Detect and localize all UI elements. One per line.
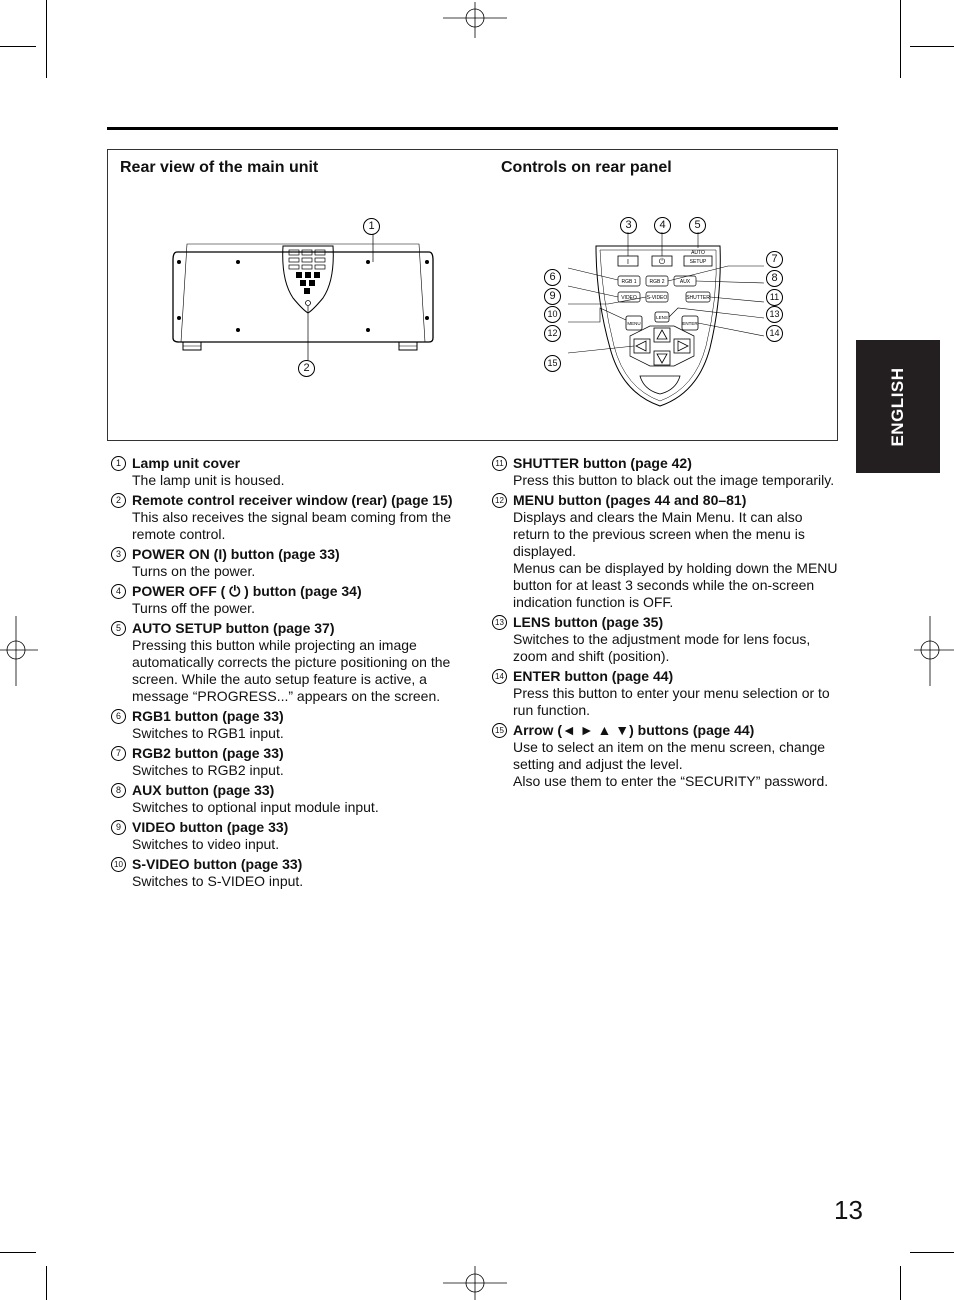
figure-title-controls: Controls on rear panel (501, 159, 672, 176)
item-number: 7 (111, 746, 126, 761)
rgb2-label: RGB 2 (649, 279, 665, 285)
list-item (489, 455, 841, 489)
item-description: Switches to video input. (132, 836, 280, 852)
crop-mark (900, 0, 901, 78)
callout-3: 3 (620, 217, 637, 234)
item-title: POWER OFF ( ⏻ ) button (page 34) (132, 583, 362, 599)
list-item (489, 668, 841, 719)
item-title: Arrow (◄ ► ▲ ▼) buttons (page 44) (513, 722, 755, 738)
language-tab (856, 340, 940, 473)
figure-title-rear-view: Rear view of the main unit (120, 159, 319, 176)
crop-mark (0, 46, 36, 47)
item-description: Pressing this button while projecting an image automatically corrects the picture positioning on the screen. While the auto setup feature is active, a message “PROGRESS...” appears on the screen. (132, 637, 451, 704)
registration-mark-left (0, 616, 40, 686)
item-title: ENTER button (page 44) (513, 668, 674, 684)
list-item (108, 708, 458, 742)
rear-view-illustration (163, 210, 448, 385)
list-item (489, 492, 841, 611)
item-number: 8 (111, 783, 126, 798)
item-number: 4 (111, 584, 126, 599)
svideo-label: S-VIDEO (646, 295, 668, 301)
power-on-label: I (627, 259, 629, 266)
auto-label: AUTO (691, 250, 705, 256)
callout-4: 4 (654, 217, 671, 234)
list-item (108, 745, 458, 779)
item-description: Switches to the adjustment mode for lens focus, zoom and shift (position). (513, 631, 811, 664)
item-number: 3 (111, 547, 126, 562)
rgb1-label: RGB 1 (621, 279, 637, 285)
item-number: 10 (111, 857, 126, 872)
list-item (108, 492, 458, 543)
crop-mark (46, 1266, 47, 1300)
item-number: 6 (111, 709, 126, 724)
list-item (108, 620, 458, 705)
item-description: Switches to RGB2 input. (132, 762, 284, 778)
item-description: Switches to RGB1 input. (132, 725, 284, 741)
callout-6: 6 (544, 269, 561, 286)
list-item (108, 455, 458, 489)
item-description: Press this button to black out the image temporarily. (513, 472, 835, 488)
header-rule (107, 127, 838, 130)
item-description: Switches to optional input module input. (132, 799, 379, 815)
video-label: VIDEO (621, 295, 637, 301)
item-title: VIDEO button (page 33) (132, 819, 289, 835)
callout-13: 13 (766, 306, 783, 323)
item-title: POWER ON (I) button (page 33) (132, 546, 340, 562)
list-item (108, 819, 458, 853)
item-number: 11 (492, 456, 507, 471)
item-title: MENU button (pages 44 and 80–81) (513, 492, 747, 508)
item-number: 2 (111, 493, 126, 508)
item-number: 5 (111, 621, 126, 636)
crop-mark (910, 1252, 954, 1253)
list-item (108, 583, 458, 617)
item-description: Switches to S-VIDEO input. (132, 873, 304, 889)
callout-7: 7 (766, 251, 783, 268)
menu-label: MENU (627, 321, 641, 326)
callout-2: 2 (298, 360, 315, 377)
shutter-label: SHUTTER (686, 295, 710, 301)
item-title: RGB1 button (page 33) (132, 708, 284, 724)
setup-label: SETUP (689, 259, 707, 265)
item-number: 14 (492, 669, 507, 684)
list-item (108, 546, 458, 580)
item-description: Turns off the power. (132, 600, 255, 616)
list-item (489, 722, 841, 790)
item-number: 13 (492, 615, 507, 630)
callout-8: 8 (766, 270, 783, 287)
enter-label: ENTER (682, 321, 698, 326)
right-item-list (489, 455, 841, 793)
left-item-list (108, 455, 458, 893)
callout-10: 10 (544, 306, 561, 323)
item-title: Lamp unit cover (132, 455, 241, 471)
item-description-extra: Also use them to enter the “SECURITY” password. (513, 773, 829, 789)
registration-mark-top (443, 2, 507, 42)
power-off-icon: ⏻ (658, 257, 666, 266)
callout-14: 14 (766, 325, 783, 342)
item-title: AUTO SETUP button (page 37) (132, 620, 335, 636)
callout-12: 12 (544, 325, 561, 342)
crop-mark (0, 1252, 36, 1253)
lens-label: LENS (656, 315, 668, 320)
item-title: RGB2 button (page 33) (132, 745, 284, 761)
callout-15: 15 (544, 355, 561, 372)
item-number: 1 (111, 456, 126, 471)
callout-1: 1 (363, 218, 380, 235)
item-number: 15 (492, 723, 507, 738)
item-description: Displays and clears the Main Menu. It can also return to the previous screen when the menu is displayed. (513, 509, 805, 559)
item-description: The lamp unit is housed. (132, 472, 285, 488)
callout-9: 9 (544, 288, 561, 305)
item-title: AUX button (page 33) (132, 782, 275, 798)
callout-11: 11 (766, 289, 783, 306)
item-description-extra: Menus can be displayed by holding down the MENU button for at least 3 seconds while the on-screen indication function is OFF. (513, 560, 838, 610)
item-number: 9 (111, 820, 126, 835)
item-title: LENS button (page 35) (513, 614, 664, 630)
language-tab-label: ENGLISH (888, 366, 907, 447)
page-number: 13 (834, 1195, 863, 1225)
registration-mark-right (912, 616, 954, 686)
list-item (108, 782, 458, 816)
rear-panel-illustration (548, 208, 788, 418)
item-title: Remote control receiver window (rear) (page 15) (132, 492, 453, 508)
list-item (489, 614, 841, 665)
item-number: 12 (492, 493, 507, 508)
registration-mark-bottom (443, 1264, 507, 1300)
item-title: S-VIDEO button (page 33) (132, 856, 303, 872)
item-description: Turns on the power. (132, 563, 256, 579)
crop-mark (910, 46, 954, 47)
figure-box (107, 149, 838, 441)
item-description: Press this button to enter your menu selection or to run function. (513, 685, 830, 718)
callout-5: 5 (689, 217, 706, 234)
item-description: This also receives the signal beam coming from the remote control. (132, 509, 452, 542)
item-title: SHUTTER button (page 42) (513, 455, 692, 471)
aux-label: AUX (679, 279, 691, 285)
crop-mark (46, 0, 47, 78)
list-item (108, 856, 458, 890)
item-description: Use to select an item on the menu screen, change setting and adjust the level. (513, 739, 826, 772)
crop-mark (900, 1266, 901, 1300)
